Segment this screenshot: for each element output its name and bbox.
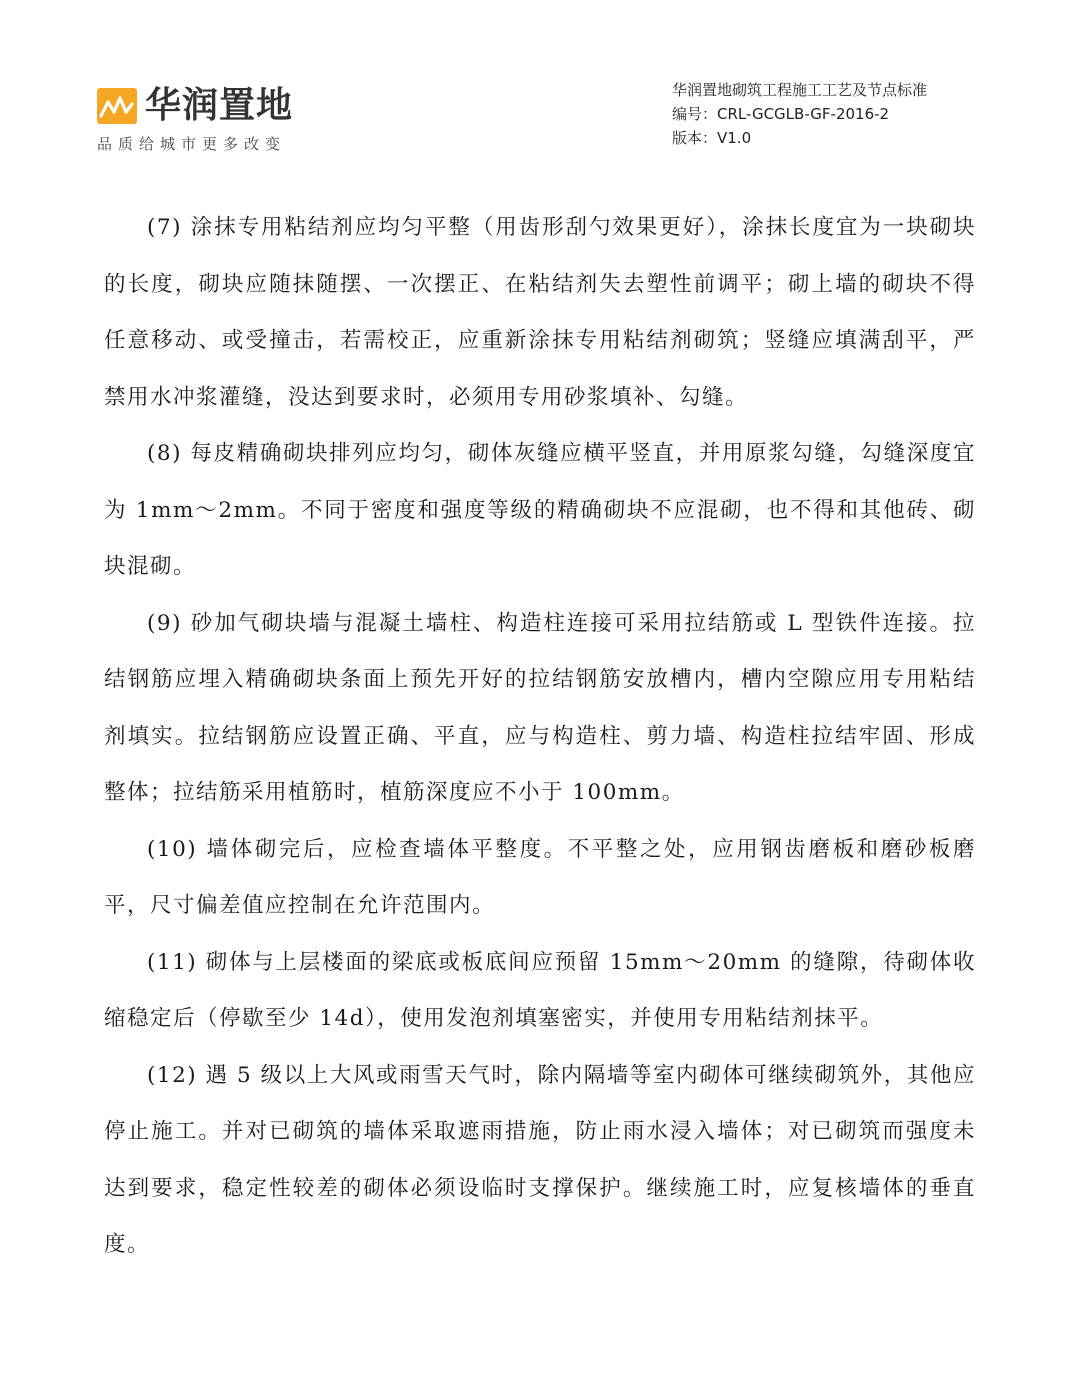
logo-company-name: 华润置地 [145,85,294,126]
page-header [0,0,1080,170]
paragraph-8: (8) 每皮精确砌块排列应均匀，砌体灰缝应横平竖直，并用原浆勾缝，勾缝深度宜为 1mm～2mm。不同于密度和强度等级的精确砌块不应混砌，也不得和其他砖、砌块混砌。 [104,441,976,579]
doc-title: 华润置地砌筑工程施工工艺及节点标准 [672,81,928,99]
document-meta [672,78,927,150]
paragraph-9: (9) 砂加气砌块墙与混凝土墙柱、构造柱连接可采用拉结筋或 L 型铁件连接。拉结钢筋应埋入精确砌块条面上预先开好的拉结钢筋安放槽内，槽内空隙应用专用粘结剂填实。拉结钢筋应设置正确、平直，应与构造柱、剪力墙、构造柱拉结牢固、形成整体；拉结筋采用植筋时，植筋深度应不小于 100mm。 [104,610,976,805]
logo-mountain-icon [97,88,137,124]
company-logo [97,84,317,156]
logo-slogan: 品质给城市更多改变 [97,135,287,153]
paragraph-7: (7) 涂抹专用粘结剂应均匀平整（用齿形刮勺效果更好），涂抹长度宜为一块砌块的长度，砌块应随抹随摆、一次摆正、在粘结剂失去塑性前调平；砌上墙的砌块不得任意移动、或受撞击，若需校正，应重新涂抹专用粘结剂砌筑；竖缝应填满刮平，严禁用水冲浆灌缝，没达到要求时，必须用专用砂浆填补、勾缝。 [104,215,976,410]
document-body [104,200,976,1274]
paragraph-12: (12) 遇 5 级以上大风或雨雪天气时，除内隔墙等室内砌体可继续砌筑外，其他应停止施工。并对已砌筑的墙体采取遮雨措施，防止雨水浸入墙体；对已砌筑而强度未达到要求，稳定性较差的砌体必须设临时支撑保护。继续施工时，应复核墙体的垂直度。 [104,1062,976,1257]
doc-number: 编号：CRL-GCGLB-GF-2016-2 [672,105,890,123]
paragraph-10: (10) 墙体砌完后，应检查墙体平整度。不平整之处，应用钢齿磨板和磨砂板磨平，尺寸偏差值应控制在允许范围内。 [104,836,976,918]
paragraph-11: (11) 砌体与上层楼面的梁底或板底间应预留 15mm～20mm 的缝隙，待砌体收缩稳定后（停歇至少 14d），使用发泡剂填塞密实，并使用专用粘结剂抹平。 [104,949,976,1031]
doc-version: 版本：V1.0 [672,129,752,147]
